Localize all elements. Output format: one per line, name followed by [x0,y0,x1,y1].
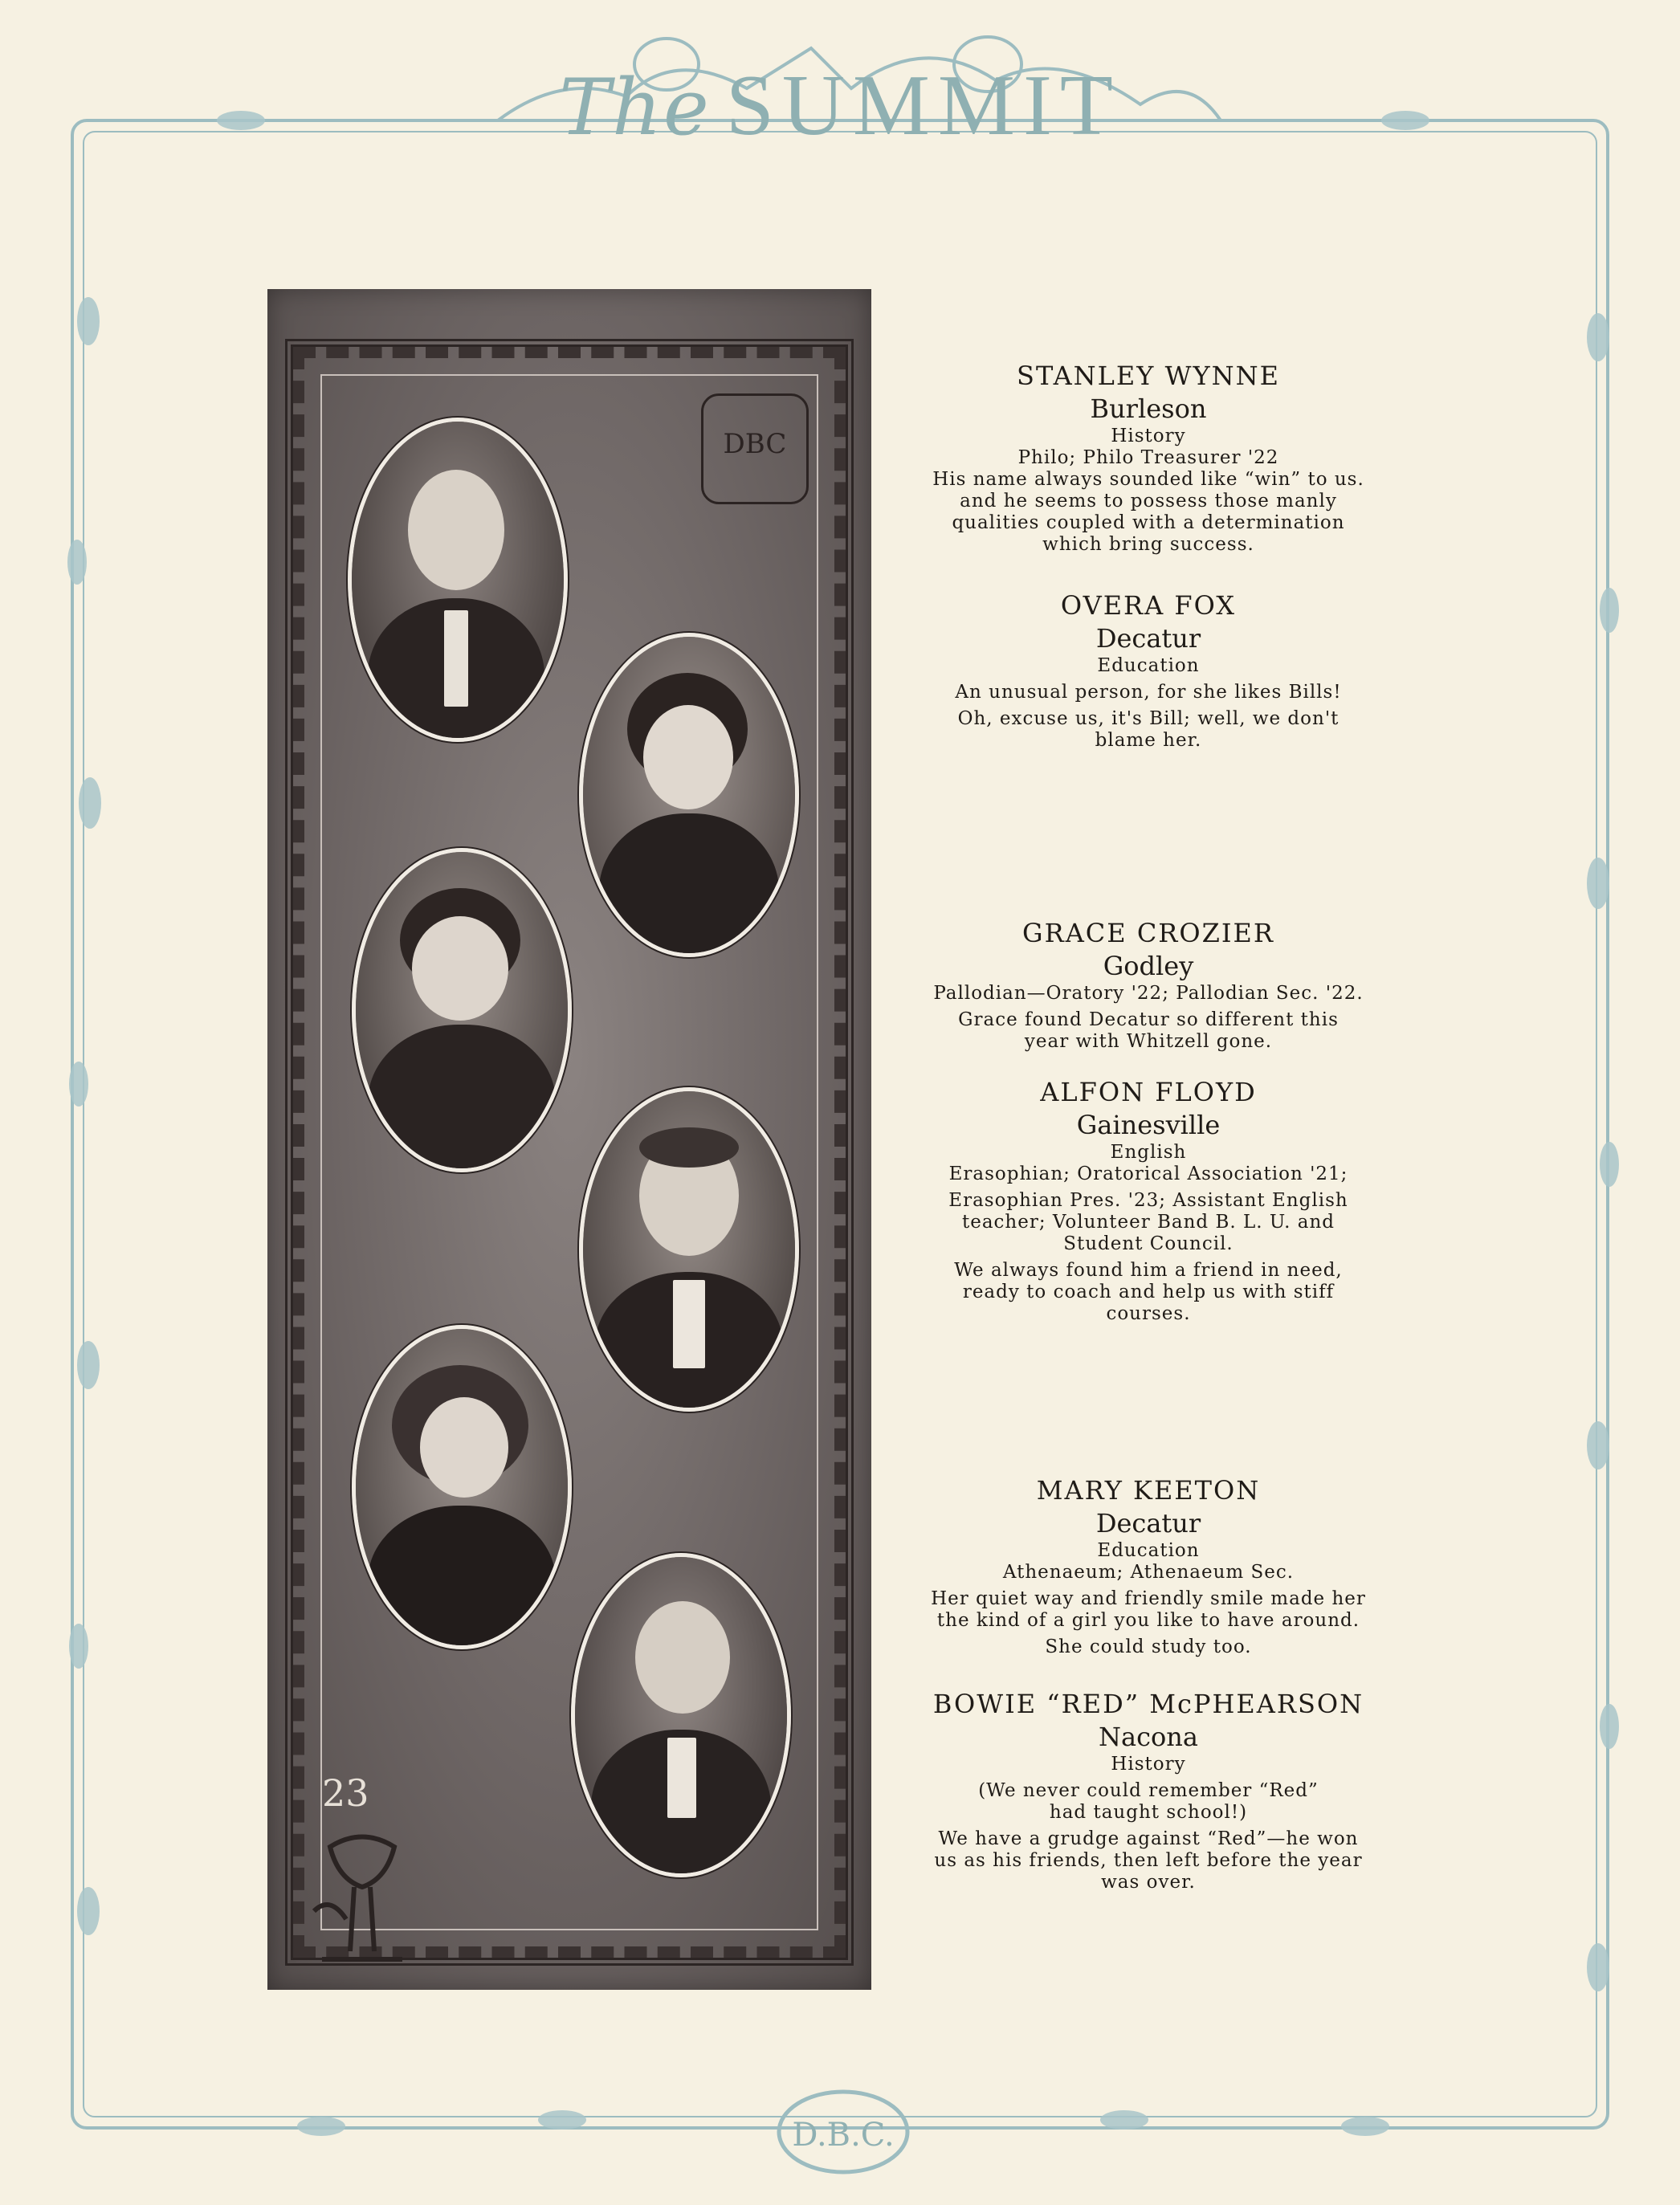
entry-major: Education [1097,655,1200,676]
entry-activity: Student Council. [1063,1233,1233,1254]
dbc-monogram: DBC [701,393,809,504]
masthead-title: SUMMIT [725,58,1121,153]
entry-stanley-wynne [899,360,1397,556]
footer-monogram: D.B.C. [792,2117,895,2154]
photo-panel [267,289,871,1990]
year-number: 23 [322,1771,369,1815]
entry-town: Gainesville [1076,1110,1221,1140]
entry-name: BOWIE “RED” McPHEARSON [932,1689,1364,1719]
entry-bio-line: An unusual person, for she likes Bills! [955,682,1342,703]
entry-bio-line: ready to coach and help us with stiff [962,1282,1335,1302]
entry-activity: Athenaeum; Athenaeum Sec. [1002,1562,1295,1583]
entry-activity: Philo; Philo Treasurer '22 [1017,447,1279,468]
entry-bowie-mcphearson [899,1688,1397,1893]
portrait-bowie-mcphearson [571,1553,791,1877]
entry-major: History [1111,426,1186,446]
entry-bio-line: the kind of a girl you like to have around. [936,1610,1360,1631]
entry-name: STANLEY WYNNE [1017,361,1280,391]
entry-activity: (We never could remember “Red” [978,1780,1319,1801]
entry-activity: Pallodian—Oratory '22; Pallodian Sec. '22. [933,983,1364,1004]
entry-mary-keeton [899,1474,1397,1658]
entry-bio-line: which bring success. [1042,534,1254,555]
entry-activity: Erasophian; Oratorical Association '21; [948,1164,1348,1184]
entry-grace-crozier [899,917,1397,1053]
entry-town: Decatur [1095,623,1201,654]
entry-activity: had taught school!) [1049,1802,1248,1823]
entry-town: Decatur [1095,1508,1201,1539]
entry-bio-line: blame her. [1095,730,1202,751]
entry-major: Education [1097,1540,1200,1561]
entry-bio-line: and he seems to possess those manly [960,491,1337,512]
portrait-overa-fox [579,633,799,957]
portrait-mary-keeton [352,1325,572,1649]
masthead-the: The [559,63,711,153]
entry-major: English [1110,1142,1187,1163]
entry-overa-fox [899,589,1397,752]
entry-name: MARY KEETON [1036,1475,1261,1506]
entry-bio-line: qualities coupled with a determination [952,512,1345,533]
entry-bio-line: year with Whitzell gone. [1024,1031,1273,1052]
entry-bio-line: Her quiet way and friendly smile made her [931,1588,1366,1609]
entry-town: Godley [1103,951,1194,981]
entry-bio-line: Oh, excuse us, it's Bill; well, we don't [957,708,1340,729]
entry-town: Burleson [1090,393,1207,424]
entry-town: Nacona [1099,1722,1198,1752]
portrait-alfon-floyd [579,1087,799,1412]
entry-name: GRACE CROZIER [1022,918,1274,948]
entry-activity: teacher; Volunteer Band B. L. U. and [961,1212,1335,1233]
entry-alfon-floyd [899,1076,1397,1325]
entry-name: OVERA FOX [1060,590,1237,621]
entry-major: History [1111,1754,1186,1775]
entry-bio-line: was over. [1101,1872,1196,1893]
portrait-stanley-wynne [348,418,568,742]
entry-bio-line: Grace found Decatur so different this [958,1009,1339,1030]
portrait-grace-crozier [352,848,572,1172]
entry-bio-line: us as his friends, then left before the year [934,1850,1363,1871]
urn-ornament [306,1831,418,1967]
entry-activity: Erasophian Pres. '23; Assistant English [948,1190,1348,1211]
entry-bio-line: We always found him a friend in need, [954,1260,1343,1281]
entry-bio-line: His name always sounded like “win” to us. [932,469,1364,490]
entry-bio-line: courses. [1106,1303,1191,1324]
entry-bio-line: We have a grudge against “Red”—he won [938,1828,1359,1849]
entry-name: ALFON FLOYD [1040,1077,1257,1107]
entry-bio-line: She could study too. [1045,1636,1252,1657]
